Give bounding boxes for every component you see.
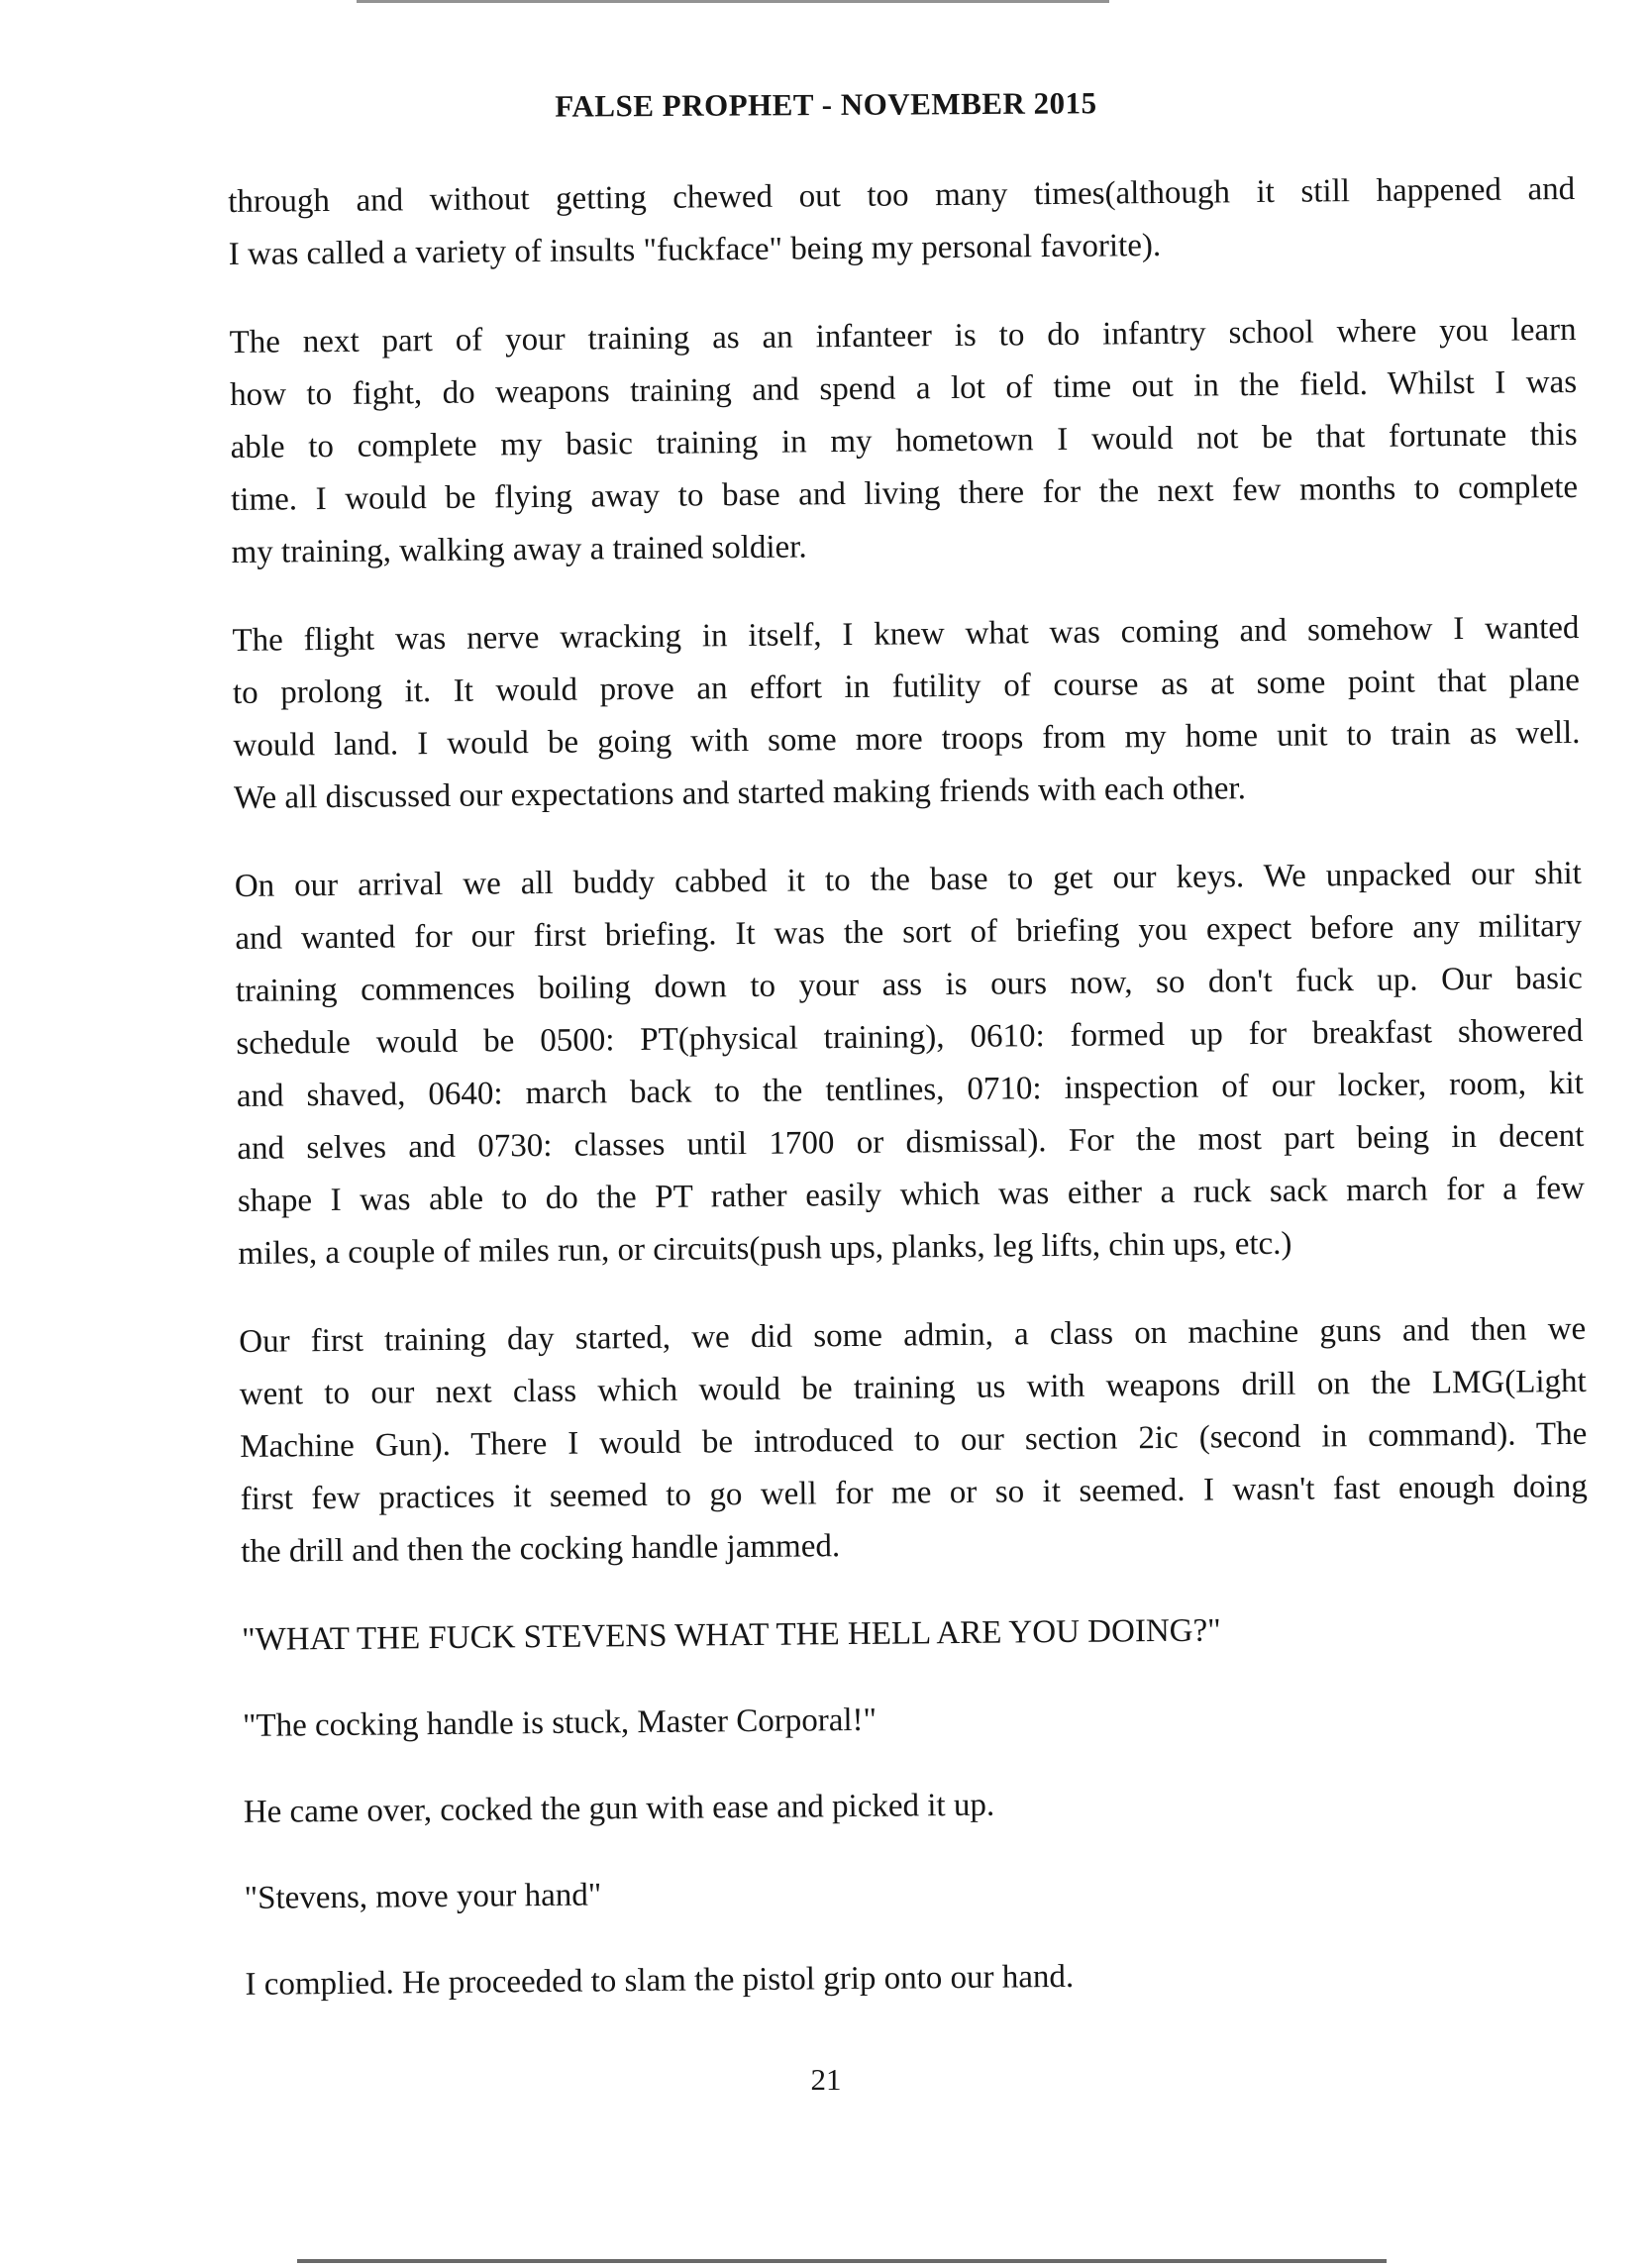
dialogue-line bbox=[244, 1860, 1591, 1925]
text-line: shape I was able to do the PT rather easily which was either a ruck sack march for a few bbox=[237, 1170, 1586, 1219]
text-line: went to our next class which would be training us with weapons drill on the LMG(Light bbox=[239, 1363, 1587, 1412]
text-line: first few practices it seemed to go well for me or so it seemed. I wasn't fast enough doing bbox=[240, 1468, 1588, 1517]
running-header: FALSE PROPHET - NOVEMBER 2015 bbox=[555, 85, 1097, 124]
text-line: "Stevens, move your hand" bbox=[244, 1877, 602, 1916]
text-line: and shaved, 0640: march back to the tentlines, 0710: inspection of our locker, room, kit bbox=[236, 1065, 1585, 1114]
text-line: my training, walking away a trained soldier. bbox=[231, 529, 807, 570]
text-line: I complied. He proceeded to slam the pistol grip onto our hand. bbox=[245, 1958, 1075, 2003]
text-line: would land. I would be going with some more troops from my home unit to train as well. bbox=[233, 714, 1581, 764]
text-line: On our arrival we all buddy cabbed it to the base to get our keys. We unpacked our shit bbox=[234, 855, 1582, 904]
paragraph bbox=[228, 163, 1576, 281]
page-number: 21 bbox=[810, 2062, 842, 2097]
text-line: He came over, cocked the gun with ease and picked it up. bbox=[243, 1787, 995, 1830]
scan-edge-bottom bbox=[297, 2259, 1387, 2263]
text-line: Machine Gun). There I would be introduced to our section 2ic (second in command). The bbox=[240, 1415, 1588, 1465]
text-line: Our first training day started, we did some admin, a class on machine guns and then we bbox=[239, 1310, 1587, 1360]
text-line: The flight was nerve wracking in itself, I knew what was coming and somehow I wanted bbox=[232, 609, 1580, 659]
dialogue-line bbox=[242, 1601, 1589, 1667]
dialogue-line bbox=[243, 1688, 1590, 1753]
text-line: I was called a variety of insults "fuckface" being my personal favorite). bbox=[228, 227, 1162, 272]
text-line: We all discussed our expectations and started making friends with each other. bbox=[233, 771, 1247, 816]
page-body bbox=[228, 163, 1593, 2045]
text-line: the drill and then the cocking handle jammed. bbox=[241, 1528, 841, 1570]
paragraph bbox=[239, 1303, 1588, 1579]
paragraph bbox=[235, 848, 1586, 1281]
paragraph bbox=[229, 304, 1578, 579]
text-line: how to fight, do weapons training and spend a lot of time out in the field. Whilst I was bbox=[229, 363, 1578, 413]
paragraph bbox=[232, 602, 1581, 825]
text-line: through and without getting chewed out too many times(although it still happened and bbox=[228, 170, 1576, 220]
text-line: able to complete my basic training in my hometown I would not be that fortunate this bbox=[230, 416, 1578, 465]
paragraph bbox=[244, 1774, 1591, 1839]
text-line: time. I would be flying away to base and living there for the next few months to complete bbox=[230, 468, 1579, 518]
text-line: and selves and 0730: classes until 1700 or dismissal). For the most part being in decent bbox=[237, 1117, 1585, 1167]
text-line: miles, a couple of miles run, or circuits(push ups, planks, leg lifts, chin ups, etc.) bbox=[238, 1225, 1292, 1272]
text-line: training commences boiling down to your ass is ours now, so don't fuck up. Our basic bbox=[235, 960, 1584, 1009]
scan-edge-top bbox=[357, 0, 1109, 3]
text-line: to prolong it. It would prove an effort in futility of course as at some point that plane bbox=[232, 662, 1581, 711]
text-line: schedule would be 0500: PT(physical training), 0610: formed up for breakfast showered bbox=[236, 1012, 1584, 1062]
text-line: The next part of your training as an infanteer is to do infantry school where you learn bbox=[229, 311, 1577, 361]
text-line: "WHAT THE FUCK STEVENS WHAT THE HELL ARE YOU DOING?" bbox=[242, 1612, 1221, 1658]
text-line: and wanted for our first briefing. It was the sort of briefing you expect before any military bbox=[235, 907, 1583, 957]
text-line: "The cocking handle is stuck, Master Corporal!" bbox=[242, 1701, 878, 1744]
paragraph bbox=[245, 1946, 1592, 2011]
